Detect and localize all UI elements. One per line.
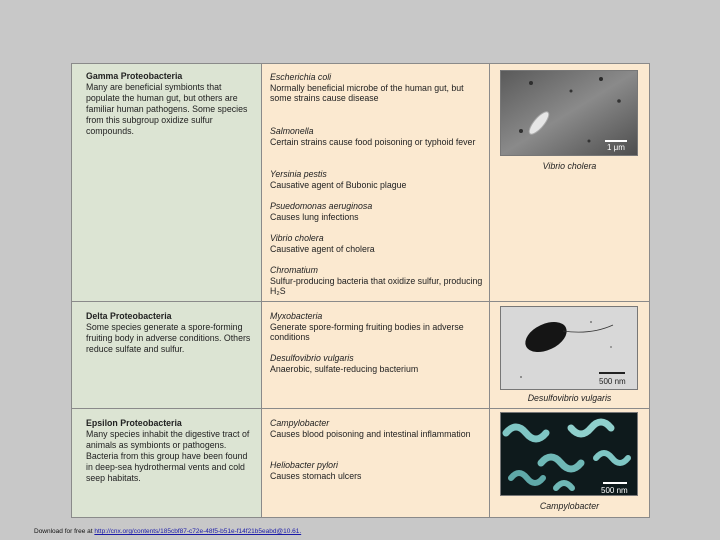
species-entry xyxy=(270,418,485,439)
species-entry xyxy=(270,201,485,222)
group-cell xyxy=(72,409,262,517)
group-description: Many species inhabit the digestive tract of animals as symbionts or pathogens. Bacteria from this group have been found in deep-sea hydrothermal vents and cold seep habitats. xyxy=(86,429,250,483)
micrograph-image xyxy=(501,413,637,495)
group-description: Some species generate a spore-forming fruiting body in adverse conditions. Others reduce sulfate and sulfur. xyxy=(86,322,251,354)
species-name: Desulfovibrio vulgaris xyxy=(270,353,354,363)
species-entry xyxy=(270,460,485,481)
species-entry xyxy=(270,353,485,374)
source-link[interactable]: http://cnx.org/contents/185cbf87-c72e-48f5-b51e-f14f21b5eabd@10.61. xyxy=(94,528,302,535)
species-name: Myxobacteria xyxy=(270,311,323,321)
image-caption: Desulfovibrio vulgaris xyxy=(527,393,612,403)
species-entry xyxy=(270,265,485,297)
species-description: Anaerobic, sulfate-reducing bacterium xyxy=(270,363,419,374)
species-description: Certain strains cause food poisoning or typhoid fever xyxy=(270,136,476,147)
group-description: Many are beneficial symbionts that populate the human gut, but others are familiar human pathogens. Some species from this subgroup oxidize sulfur compounds. xyxy=(86,82,248,136)
species-description: Causes lung infections xyxy=(270,211,359,222)
species-entry xyxy=(270,233,485,254)
species-name: Vibrio cholera xyxy=(270,233,324,243)
species-name: Chromatium xyxy=(270,265,318,275)
scale-bar-label: 500 nm xyxy=(601,486,628,495)
table-row-delta xyxy=(72,302,649,409)
species-name: Heliobacter pylori xyxy=(270,460,338,470)
species-cell xyxy=(262,64,490,301)
species-description: Causative agent of Bubonic plague xyxy=(270,179,407,190)
image-cell xyxy=(490,409,649,517)
micrograph-desulfovibrio xyxy=(500,306,638,390)
scale-bar-label: 500 nm xyxy=(599,377,626,386)
species-description: Generate spore-forming fruiting bodies in adverse conditions xyxy=(270,321,464,342)
species-name: Escherichia coli xyxy=(270,72,332,82)
species-description: Causes blood poisoning and intestinal inflammation xyxy=(270,428,471,439)
footer-prefix: Download for free at xyxy=(34,528,93,535)
table-row-gamma xyxy=(72,64,649,302)
species-description: Normally beneficial microbe of the human gut, but some strains cause disease xyxy=(270,82,464,103)
species-name: Salmonella xyxy=(270,126,314,136)
scale-bar-label: 1 μm xyxy=(607,143,625,152)
species-entry xyxy=(270,72,485,104)
species-name: Psuedomonas aeruginosa xyxy=(270,201,373,211)
group-cell xyxy=(72,302,262,408)
species-name: Yersinia pestis xyxy=(270,169,327,179)
image-caption: Campylobacter xyxy=(539,501,600,511)
image-caption: Vibrio cholera xyxy=(542,161,597,171)
group-title: Gamma Proteobacteria xyxy=(86,71,183,81)
species-entry xyxy=(270,126,485,147)
species-description: Causes stomach ulcers xyxy=(270,470,362,481)
species-entry xyxy=(270,311,485,343)
species-cell xyxy=(262,409,490,517)
species-entry xyxy=(270,169,485,190)
image-cell xyxy=(490,302,649,408)
group-cell xyxy=(72,64,262,301)
species-description: Sulfur-producing bacteria that oxidize sulfur, producing H₂S xyxy=(270,275,483,296)
micrograph-vibrio-cholera xyxy=(500,70,638,156)
species-description: Causative agent of cholera xyxy=(270,243,375,254)
table-row-epsilon xyxy=(72,409,649,517)
species-cell xyxy=(262,302,490,408)
micrograph-campylobacter xyxy=(500,412,638,496)
group-title: Epsilon Proteobacteria xyxy=(86,418,182,428)
image-cell xyxy=(490,64,649,301)
proteobacteria-table xyxy=(71,63,650,518)
group-title: Delta Proteobacteria xyxy=(86,311,172,321)
species-name: Campylobacter xyxy=(270,418,330,428)
download-footer xyxy=(34,528,301,535)
